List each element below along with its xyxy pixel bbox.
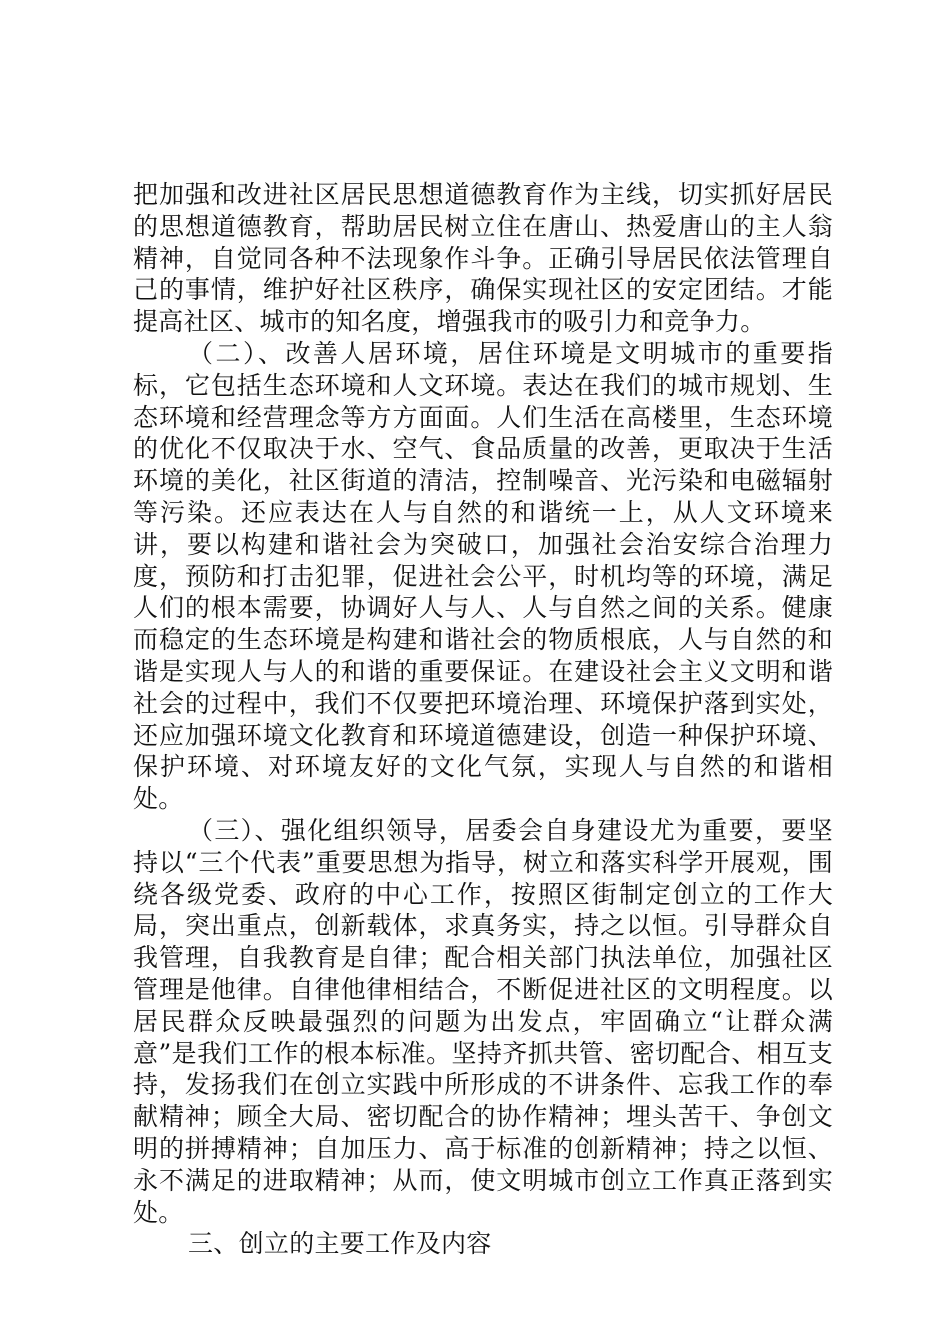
paragraph-civic-morality: 把加强和改进社区居民思想道德教育作为主线，切实抓好居民的思想道德教育，帮助居民树立住在唐山、热爱唐山的主人翁精神，自觉同各种不法现象作斗争。正确引导居民依法管理自己的事情，维护好社区秩序，确保实现社区的安定团结。才能提高社区、城市的知名度，增强我市的吸引力和竞争力。 (133, 180, 833, 337)
section-heading-main-work: 三、创立的主要工作及内容 (188, 1229, 492, 1259)
paragraph-organization-leadership: （三）、强化组织领导，居委会自身建设尤为重要，要坚持以“三个代表”重要思想为指导，树立和落实科学开展观，围绕各级党委、政府的中心工作，按照区街制定创立的工作大局，突出重点，创新载体，求真务实，持之以恒。引导群众自我管理，自我教育是自律；配合相关部门执法单位，加强社区管理是他律。自律他律相结合，不断促进社区的文明程度。以居民群众反映最强烈的问题为出发点，牢固确立“让群众满意”是我们工作的根本标准。坚持齐抓共管、密切配合、相互支持，发扬我们在创立实践中所形成的不讲条件、忘我工作的奉献精神；顾全大局、密切配合的协作精神；埋头苦干、争创文明的拼搏精神；自加压力、高于标准的创新精神；持之以恒、永不满足的进取精神；从而，使文明城市创立工作真正落到实处。 (133, 815, 833, 1227)
document-body (133, 179, 833, 1260)
paragraph-living-environment: （二）、改善人居环境，居住环境是文明城市的重要指标，它包括生态环境和人文环境。表达在我们的城市规划、生态环境和经营理念等方方面面。人们生活在高楼里，生态环境的优化不仅取决于水、空气、食品质量的改善，更取决于生活环境的美化，社区街道的清洁，控制噪音、光污染和电磁辐射等污染。还应表达在人与自然的和谐统一上，从人文环境来讲，要以构建和谐社会为突破口，加强社会治安综合治理力度，预防和打击犯罪，促进社会公平，时机均等的环境，满足人们的根本需要，协调好人与人、人与自然之间的关系。健康而稳定的生态环境是构建和谐社会的物质根底，人与自然的和谐是实现人与人的和谐的重要保证。在建设社会主义文明和谐社会的过程中，我们不仅要把环境治理、环境保护落到实处，还应加强环境文化教育和环境道德建设，创造一种保护环境、保护环境、对环境友好的文化气氛，实现人与自然的和谐相处。 (133, 338, 833, 814)
